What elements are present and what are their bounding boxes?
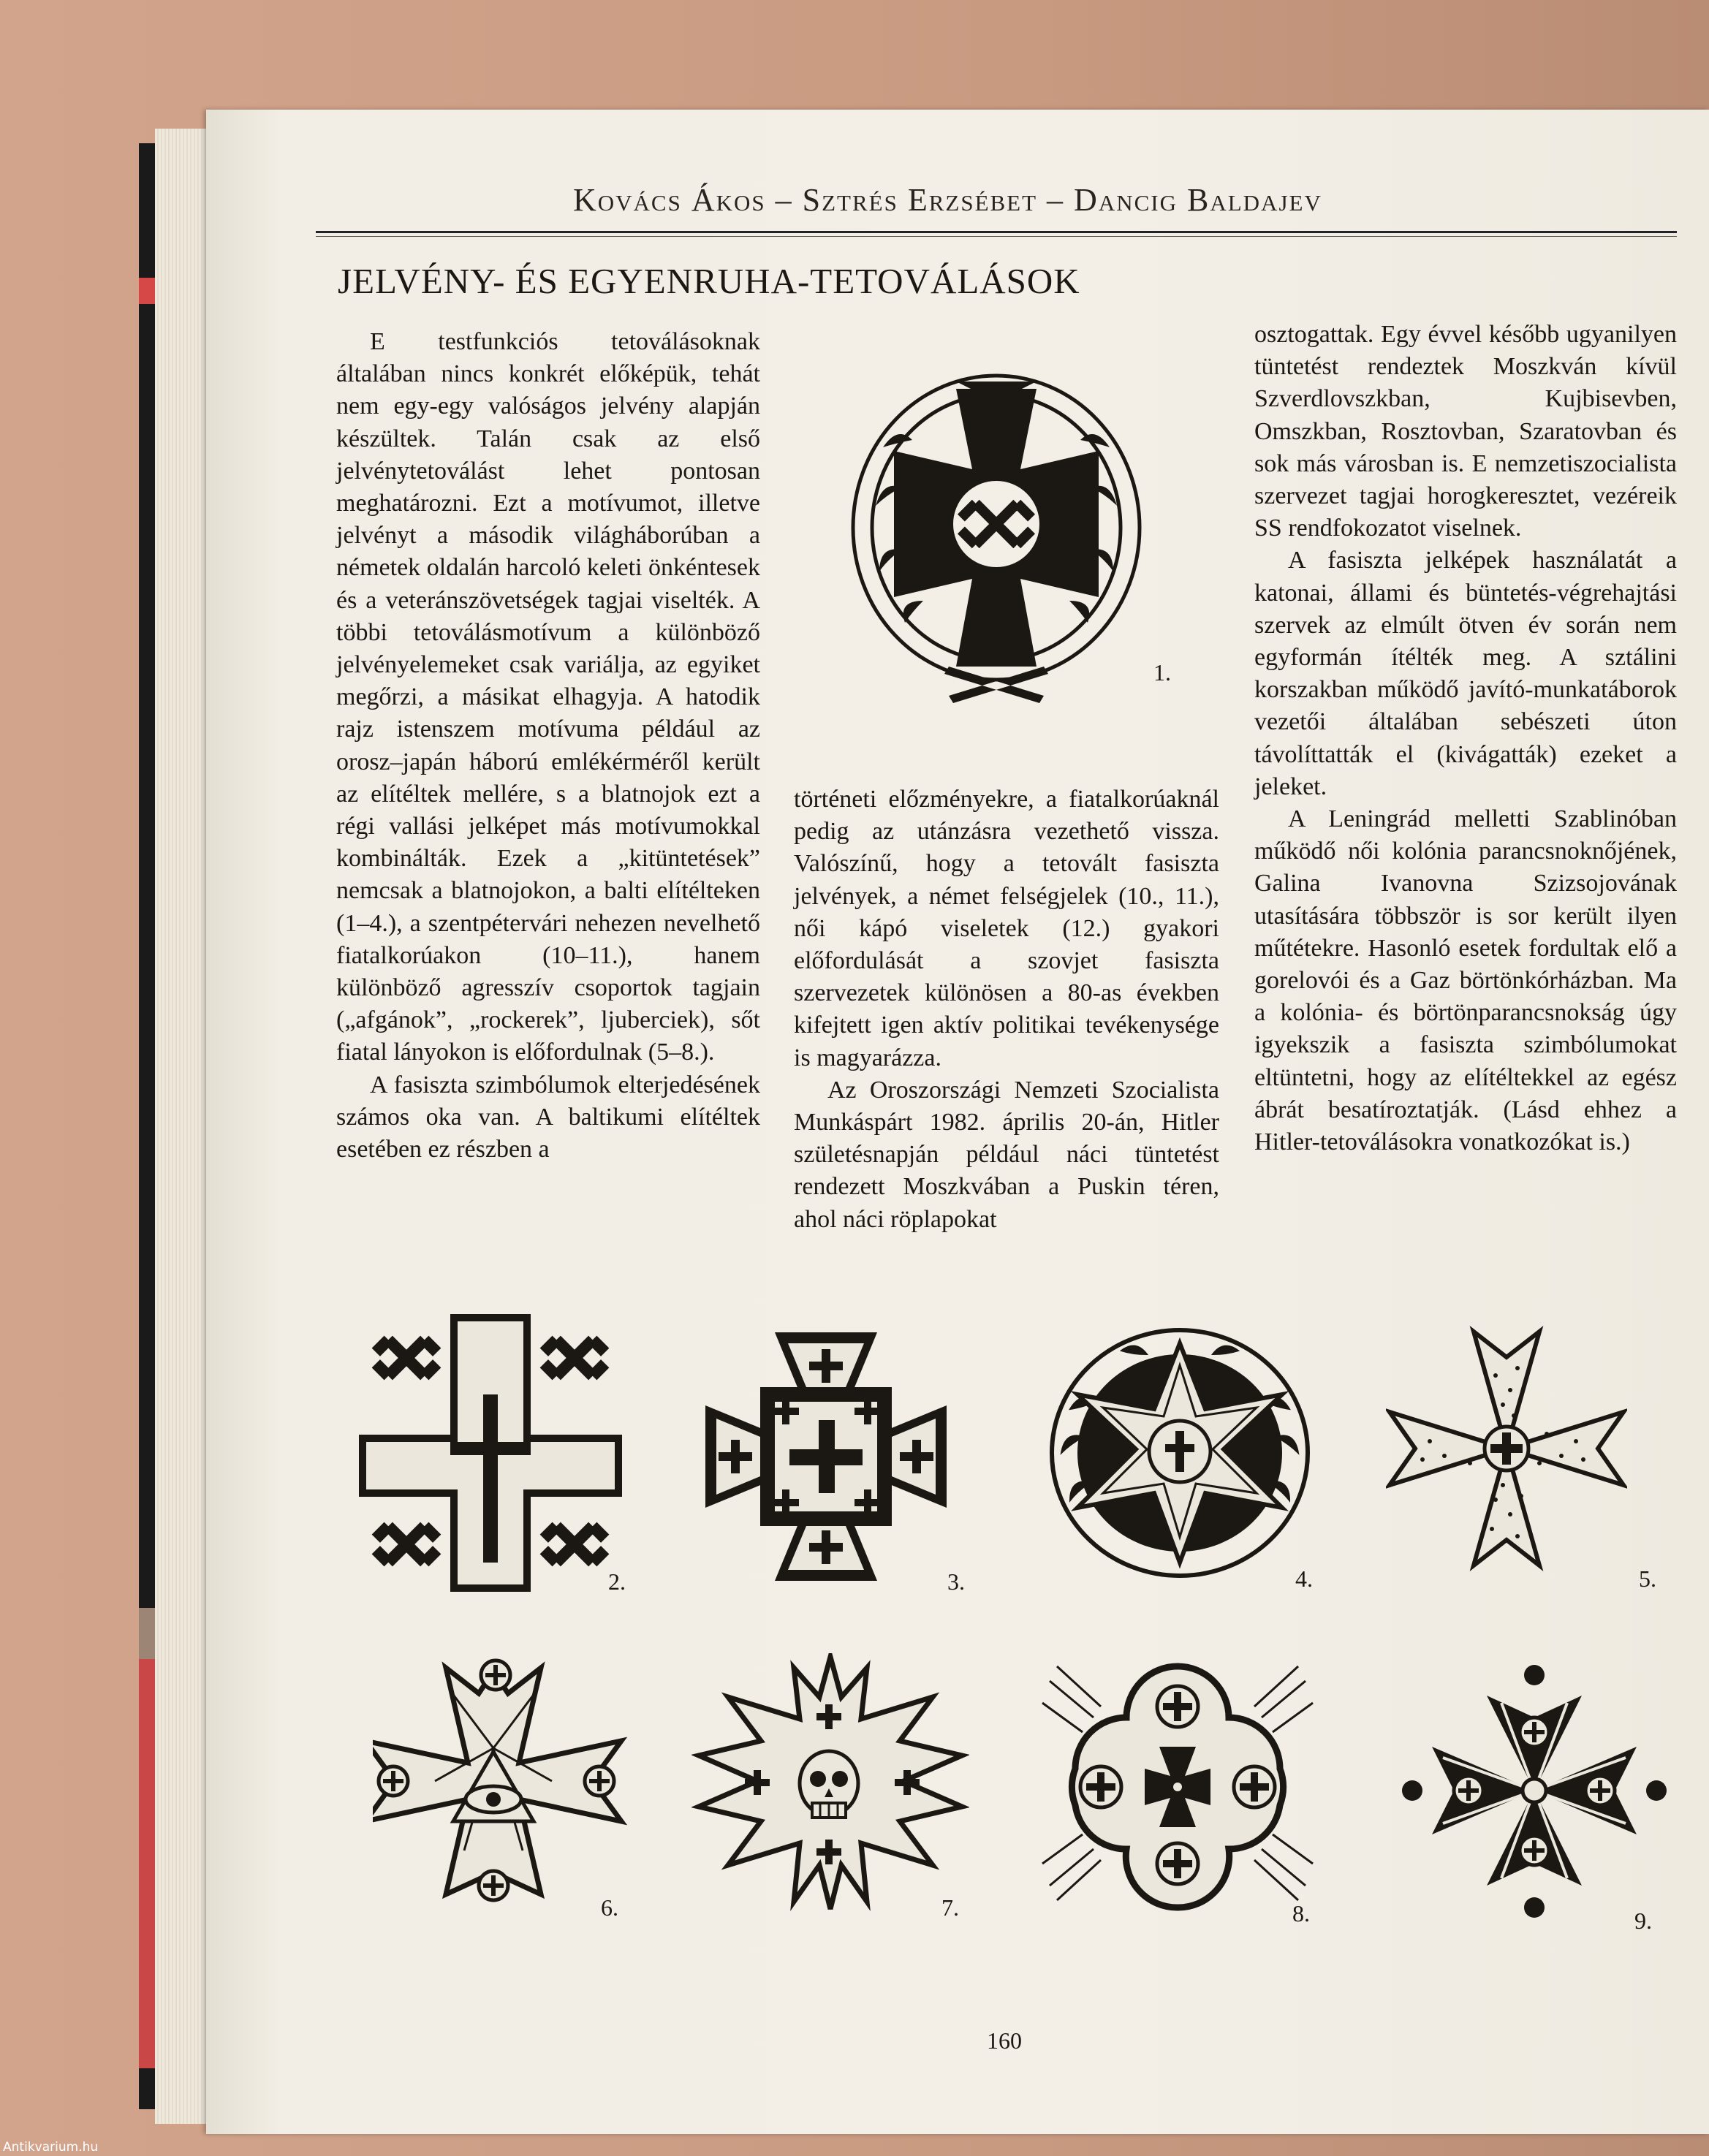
text-column-left <box>336 326 760 1166</box>
figure-label: 2. <box>608 1568 626 1595</box>
figure-label: 3. <box>947 1568 965 1595</box>
running-header: Kovács Ákos – Sztrés Erzsébet – Dancig Baldajev <box>573 182 1322 218</box>
wreath-cross-icon <box>839 360 1153 710</box>
quatrefoil-icon <box>1035 1652 1320 1915</box>
cross-swastika-icon <box>355 1314 626 1592</box>
spine-stripe <box>139 1608 155 1659</box>
eye-cross-icon <box>373 1653 651 1916</box>
figure-label: 9. <box>1634 1908 1652 1934</box>
watermark: Antikvarium.hu <box>3 2140 99 2155</box>
figure-label: 8. <box>1292 1900 1310 1927</box>
paragraph: A fasiszta jelképek használatát a katonai, állami és büntetés-végrehajtási szervek az elmúlt ötven év során nem egyformán ítélték meg. A sztálini korszakban működő javító-munkatáborok vezetői általában sebészeti úton távolíttatták el (kivágatták) ezeket a jeleket. <box>1254 547 1677 800</box>
figure-label: 1. <box>1153 659 1171 686</box>
figure-9-dark-cross <box>1399 1659 1670 1934</box>
skull-cross-icon <box>691 1653 969 1916</box>
paragraph: A Leningrád melletti Szablinóban működő női kolónia parancsnoknőjének, Galina Ivanovna Szizsojovának utasítására többször is sor került ilyen műtétekre. Hasonló esetek fordultak elő a gorelovói és a Gaz börtönkórházban. Ma a kolónia- és börtönparancsnokság úgy igyekszik a fasiszta szimbólumokat eltüntetni, hogy az elítéltekkel az egész ábrát besatíroztatják. (Lásd ehhez a Hitler-tetoválásokra vonatkozókat is.) <box>1254 805 1677 1156</box>
paragraph: Az Oroszországi Nemzeti Szocialista Munkáspárt 1982. április 20-án, Hitler születésnapján például náci tüntetést rendezett Moszkvában a Puskin téren, ahol náci röplapokat <box>794 1076 1219 1233</box>
paragraph: E testfunkciós tetoválásoknak általában nincs konkrét előképük, tehát nem egy-egy valóságos jelvény alapján készültek. Talán csak az első jelvénytetoválást lehet pontosan meghatározni. Ezt a motívumot, illetve jelvényt a második világháborúban a németek oldalán harcoló keleti önkéntesek és a veteránszövetségek tagjai viselték. A többi tetoválásmotívum a különböző jelvényelemeket csak variálja, az egyiket megőrzi, a másikat elhagyja. A hatodik rajz istenszem motívuma például az orosz–japán háború emlékérméről került az elítéltek mellére, s a blatnojok ezt a régi vallási jelképet más motívumokkal kombinálták. Ezek a „kitüntetések” nemcsak a blatnojokon, a balti elítélteken (1–4.), a szentpétervári nehezen nevelhető fiatalkorúakon (10–11.), hanem különböző agresszív csoportok tagjain („afgánok”, „rockerek”, ljuberciek), sőt fiatal lányokon is előfordulnak (5–8.). <box>336 328 760 1066</box>
figure-2-cross-swastikas <box>355 1314 626 1595</box>
maltese-cross-icon <box>1386 1324 1627 1580</box>
figure-label: 5. <box>1639 1565 1656 1592</box>
figure-label: 6. <box>601 1894 618 1921</box>
paragraph: osztogattak. Egy évvel később ugyanilyen tüntetést rendeztek Moszkván kívül Szverdlovszkban, Kujbisevben, Omszkban, Rosztovban, Szaratovban és sok más városban is. E nemzetiszocialista szervezet tagjai horogkeresztet, vezéreik SS rendfokozatot viselnek. <box>1254 321 1677 542</box>
figure-5-maltese-cross <box>1386 1324 1656 1592</box>
figure-3-iron-cross <box>702 1329 965 1595</box>
figure-label: 4. <box>1295 1565 1313 1592</box>
header-rule <box>316 231 1677 233</box>
figure-6-eye-cross <box>373 1653 651 1921</box>
figure-1-wreath-cross <box>839 360 1171 710</box>
page-edges <box>155 129 206 2124</box>
figure-7-skull-cross <box>691 1653 969 1921</box>
paragraph: A fasiszta szimbólumok elterjedésének számos oka van. A baltikumi elítéltek esetében ez részben a <box>336 1071 760 1164</box>
text-column-middle <box>794 783 1219 1236</box>
paragraph: történeti előzményekre, a fiatalkorúaknál pedig az utánzásra vezethető vissza. Valószínű, hogy a tetovált fasiszta jelvények, a német felségjelek (10., 11.), női kápó viseletek (12.) gyakori előfordulását a szovjet fasiszta szervezetek különösen a 80-as években kifejtett igen aktív politikai tevékenysége is magyarázza. <box>794 786 1219 1071</box>
spine-lower-stripe <box>139 1659 155 2068</box>
iron-cross-icon <box>702 1329 950 1584</box>
header-rule-thin <box>316 236 1677 237</box>
text-column-right <box>1254 319 1677 1158</box>
wreath-star-icon <box>1041 1321 1326 1584</box>
spine-bookmark-stripe <box>139 278 155 304</box>
figure-4-wreath-star <box>1041 1321 1326 1592</box>
figure-8-quatrefoil <box>1035 1652 1320 1927</box>
page-number: 160 <box>987 2027 1022 2054</box>
figure-label: 7. <box>941 1894 959 1921</box>
dark-cross-icon <box>1399 1659 1670 1922</box>
section-title: JELVÉNY- ÉS EGYENRUHA-TETOVÁLÁSOK <box>338 261 1080 301</box>
